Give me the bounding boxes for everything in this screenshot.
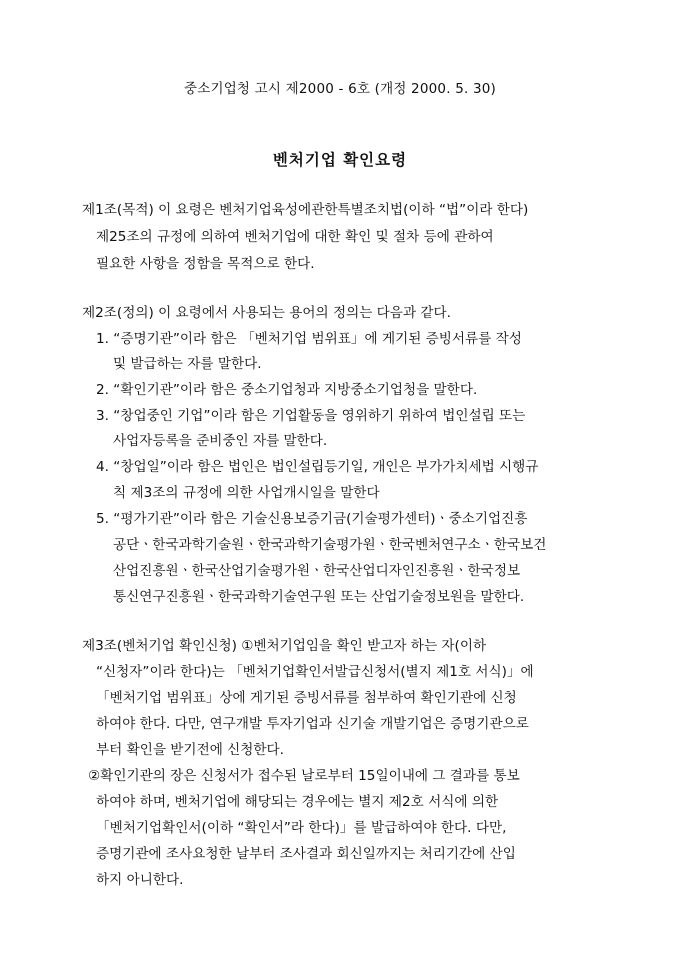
article-3-line: 하지 아니한다. xyxy=(96,872,184,888)
article-3-line: 하여야 하며, 벤처기업에 해당되는 경우에는 별지 제2호 서식에 의한 xyxy=(96,794,499,810)
article-3-paragraph-2: ②확인기관의 장은 신청서가 접수된 날로부터 15일이내에 그 결과를 통보 xyxy=(88,768,520,784)
article-1-heading: 제1조(목적) 이 요령은 벤처기업육성에관한특별조치법(이하 “법”이라 한다) xyxy=(82,202,529,218)
article-3-line: 하여야 한다. 다만, 연구개발 투자기업과 신기술 개발기업은 증명기관으로 xyxy=(96,716,529,732)
article-2-item-5: 5. “평가기관”이라 함은 기술신용보증기금(기술평가센터)ㆍ중소기업진흥 xyxy=(96,511,528,527)
article-1-line: 제25조의 규정에 의하여 벤처기업에 대한 확인 및 절차 등에 관하여 xyxy=(96,229,494,245)
article-2-item-4-cont: 칙 제3조의 규정에 의한 사업개시일을 말한다 xyxy=(113,485,380,501)
article-3-heading: 제3조(벤처기업 확인신청) ①벤처기업임을 확인 받고자 하는 자(이하 xyxy=(82,638,487,654)
article-2-item-3: 3. “창업중인 기업”이라 함은 기업활동을 영위하기 위하여 법인설립 또는 xyxy=(96,408,526,424)
document-title: 벤처기업 확인요령 xyxy=(272,151,408,169)
article-2-item-1: 1. “증명기관”이라 함은 「벤처기업 범위표」에 게기된 증빙서류를 작성 xyxy=(96,331,522,347)
article-3-line: 부터 확인을 받기전에 신청한다. xyxy=(96,742,284,758)
article-2-item-5-cont: 공단ㆍ한국과학기술원ㆍ한국과학기술평가원ㆍ한국벤처연구소ㆍ한국보건 xyxy=(113,537,547,553)
article-2-item-3-cont: 사업자등록을 준비중인 자를 말한다. xyxy=(113,433,328,449)
article-2-heading: 제2조(정의) 이 요령에서 사용되는 용어의 정의는 다음과 같다. xyxy=(82,305,451,321)
article-3-line: 증명기관에 조사요청한 날부터 조사결과 회신일까지는 처리기간에 산입 xyxy=(96,846,516,862)
article-3-line: 「벤처기업 범위표」상에 게기된 증빙서류를 첨부하여 확인기관에 신청 xyxy=(96,690,517,706)
article-2-item-4: 4. “창업일”이라 함은 법인은 법인설립등기일, 개인은 부가가치세법 시행규 xyxy=(96,459,539,475)
article-2-item-5-cont: 산업진흥원ㆍ한국산업기술평가원ㆍ한국산업디자인진흥원ㆍ한국정보 xyxy=(113,563,521,579)
article-2-item-1-cont: 및 발급하는 자를 말한다. xyxy=(113,356,262,372)
article-3-line: “신청자”이라 한다)는 「벤처기업확인서발급신청서(별지 제1호 서식)」에 xyxy=(96,664,534,680)
article-2-item-5-cont: 통신연구진흥원ㆍ한국과학기술연구원 또는 산업기술정보원을 말한다. xyxy=(113,589,525,605)
article-2-item-2: 2. “확인기관”이라 함은 중소기업청과 지방중소기업청을 말한다. xyxy=(96,382,478,398)
notice-number: 중소기업청 고시 제2000 - 6호 (개정 2000. 5. 30) xyxy=(183,81,497,97)
article-1-line: 필요한 사항을 정함을 목적으로 한다. xyxy=(96,256,315,272)
article-3-line: 「벤처기업확인서(이하 “확인서”라 한다)」를 발급하여야 한다. 다만, xyxy=(96,820,507,836)
